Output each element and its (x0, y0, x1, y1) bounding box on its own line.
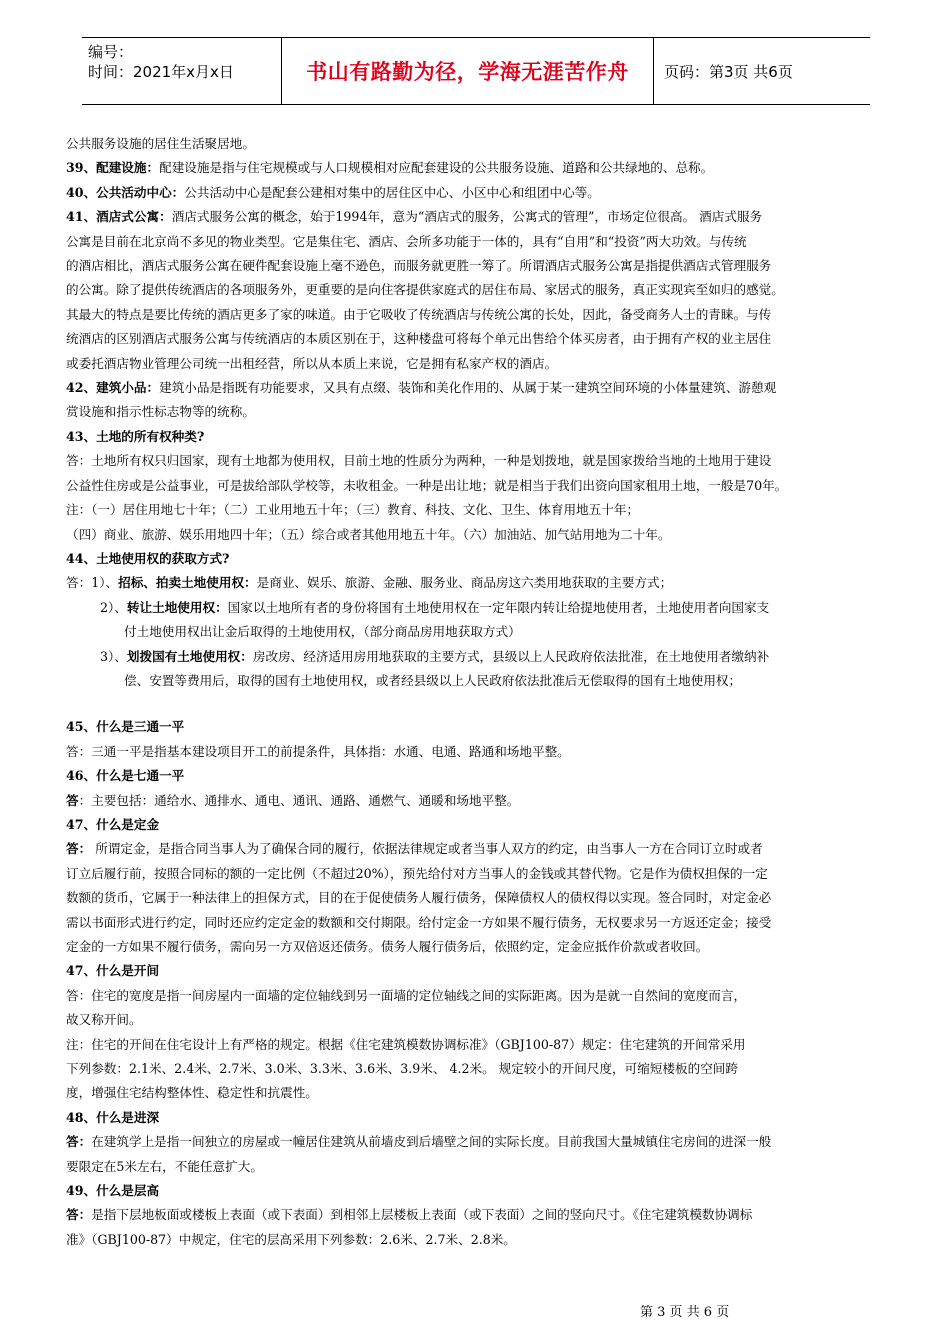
text-line: 公共服务设施的居住生活聚居地。 (66, 136, 255, 151)
section-text: 公共活动中心是配套公建相对集中的居住区中心、小区中心和组团中心等。 (184, 184, 600, 200)
text-line: 订立后履行前，按照合同标的额的一定比例（不超过20%），预先给付对方当事人的金钱或其替代物。它是作为债权担保的一定 (66, 865, 768, 881)
text-line (66, 837, 886, 861)
page-footer: 第 3 页 共 6 页 (640, 1305, 730, 1320)
item-text: 房改房、经济适用房用地获取的主要方式，县级以上人民政府依法批准，在土地使用者缴纳补 (252, 648, 770, 664)
list-item (66, 596, 886, 620)
section-41 (66, 205, 886, 229)
section-heading: 42、建筑小品： (66, 380, 160, 396)
header-motto: 书山有路勤为径，学海无涯苦作舟 (282, 38, 654, 104)
section-47-deposit-heading: 47、什么是定金 (66, 816, 160, 832)
text-line (66, 789, 886, 813)
text-line: 注：住宅的开间在住宅设计上有严格的规定。根据《住宅建筑模数协调标准》（GBJ100-87）规定：住宅建筑的开间常采用 (66, 1036, 746, 1052)
section-49-heading: 49、什么是层高 (66, 1183, 160, 1199)
item-text: 是商业、娱乐、旅游、金融、服务业、商品房这六类用地获取的主要方式； (256, 575, 673, 591)
list-item (66, 571, 886, 595)
text-line: 答：住宅的宽度是指一间房屋内一面墙的定位轴线到另一面墙的定位轴线之间的实际距离。因为是就一自然间的宽度而言， (66, 987, 747, 1003)
section-46-heading: 46、什么是七通一平 (66, 768, 185, 784)
section-40 (66, 181, 886, 205)
list-prefix: 答：1）、 (66, 575, 119, 591)
text-line (66, 1203, 886, 1227)
item-heading: 转让土地使用权： (126, 599, 228, 615)
text-line: （四）商业、旅游、娱乐用地四十年；（五）综合或者其他用地五十年。（六）加油站、加气站用地为二十年。 (66, 526, 671, 542)
text-line: 付土地使用权出让金后取得的土地使用权，（部分商品房用地获取方式） (124, 624, 521, 640)
answer-text: 是指下层地板面或楼板上表面（或下表面）到相邻上层楼板上表面（或下表面）之间的竖向尺寸。《住宅建筑模数协调标 (91, 1207, 753, 1223)
item-heading: 招标、拍卖土地使用权： (118, 575, 257, 591)
text-line: 答：土地所有权只归国家，现有土地都为使用权，目前土地的性质分为两种，一种是划拨地，就是国家拨给当地的土地用于建设 (66, 453, 772, 469)
header-meta (82, 38, 282, 104)
answer-prefix: 答 (66, 792, 79, 808)
answer-prefix: 答： (66, 841, 92, 857)
text-line: 统酒店的区别酒店式服务公寓与传统酒店的本质区别在于，这种楼盘可将每个单元出售给个体买房者，由于拥有产权的业主居住 (66, 331, 772, 347)
section-39 (66, 156, 886, 180)
answer-text: 在建筑学上是指一间独立的房屋或一幢居住建筑从前墙皮到后墙壁之间的实际长度。目前我国大量城镇住宅房间的进深一般 (91, 1134, 772, 1150)
item-text: 国家以土地所有者的身份将国有土地使用权在一定年限内转让给提地使用者，土地使用者向国家支 (227, 599, 770, 615)
number-label: 编号： (88, 43, 134, 61)
text-line: 准》（GBJ100-87）中规定，住宅的层高采用下列参数：2.6米、2.7米、2.8米。 (66, 1231, 516, 1247)
section-heading: 39、配建设施： (66, 160, 160, 176)
text-line: 公益性住房或是公益事业，可是拔给部队学校等，未收租金。一种是出让地；就是相当于我们出资向国家租用土地，一般是70年。 (66, 477, 788, 493)
header-page-info: 页码：第3页 共6页 (664, 62, 793, 81)
text-line: 下列参数：2.1米、2.4米、2.7米、3.0米、3.3米、3.6米、3.9米、 4.2米。 规定较小的开间尺度，可缩短楼板的空间跨 (66, 1061, 738, 1077)
section-44-heading: 44、土地使用权的获取方式? (66, 550, 230, 566)
page-header (82, 37, 870, 105)
section-43-heading: 43、土地的所有权种类? (66, 428, 205, 444)
text-line: 注：（一）居住用地七十年；（二）工业用地五十年；（三）教育、科技、文化、卫生、体育用地五十年； (66, 502, 640, 518)
text-line: 需以书面形式进行约定，同时还应约定定金的数额和交付期限。给付定金一方如果不履行债务，无权要求另一方返还定金；接受 (66, 914, 772, 930)
section-text: 建筑小品是指既有功能要求，又具有点缀、装饰和美化作用的、从属于某一建筑空间环境的小体量建筑、游憩观 (159, 380, 777, 396)
answer-text: ：主要包括：通给水、通排水、通电、通讯、通路、通燃气、通暖和场地平整。 (78, 792, 520, 808)
answer-text: 所谓定金，是指合同当事人为了确保合同的履行，依据法律规定或者当事人双方的约定，由当事人一方在合同订立时或者 (91, 841, 763, 857)
text-line: 答：三通一平是指基本建设项目开工的前提条件，具体指：水通、电通、路通和场地平整。 (66, 743, 570, 759)
list-item (66, 645, 886, 669)
text-line: 赏设施和指示性标志物等的统称。 (66, 404, 255, 420)
text-line: 的酒店相比，酒店式服务公寓在硬件配套设施上毫不逊色，而服务就更胜一筹了。所谓酒店式服务公寓是指提供酒店式管理服务 (66, 258, 772, 274)
text-line: 数额的货币，它属于一种法律上的担保方式，目的在于促使债务人履行债务，保障债权人的债权得以实现。签合同时，对定金必 (66, 890, 772, 906)
item-heading: 划拨国有土地使用权： (126, 648, 253, 664)
section-heading: 40、公共活动中心： (66, 184, 185, 200)
list-prefix: 3）、 (100, 648, 127, 664)
section-42 (66, 376, 886, 400)
section-47-bay-heading: 47、什么是开间 (66, 963, 160, 979)
text-line: 要限定在5米左右，不能任意扩大。 (66, 1158, 263, 1174)
document-body (66, 132, 886, 1252)
answer-prefix: 答： (66, 1134, 92, 1150)
list-prefix: 2）、 (100, 599, 127, 615)
section-48-heading: 48、什么是进深 (66, 1109, 160, 1125)
time-label: 时间：2021年x月x日 (88, 63, 234, 81)
answer-prefix: 答： (66, 1207, 92, 1223)
text-line: 故又称开间。 (66, 1012, 142, 1028)
section-text: 酒店式服务公寓的概念，始于1994年，意为“酒店式的服务，公寓式的管理”，市场定位很高。 酒店式服务 (171, 209, 763, 225)
text-line (66, 1130, 886, 1154)
text-line: 公寓是目前在北京尚不多见的物业类型。它是集住宅、酒店、会所多功能于一体的，具有“自用”和“投资”两大功效。与传统 (66, 233, 747, 249)
spacer (66, 693, 886, 715)
section-45-heading: 45、什么是三通一平 (66, 719, 185, 735)
section-heading: 41、酒店式公寓： (66, 209, 172, 225)
text-line: 偿、安置等费用后，取得的国有土地使用权，或者经县级以上人民政府依法批准后无偿取得的国有土地使用权； (124, 672, 742, 688)
text-line: 度，增强住宅结构整体性、稳定性和抗震性。 (66, 1085, 318, 1101)
text-line: 其最大的特点是要比传统的酒店更多了家的味道。由于它吸收了传统酒店与传统公寓的长处，因此，备受商务人士的青睐。与传 (66, 306, 772, 322)
text-line: 定金的一方如果不履行债务，需向另一方双倍返还债务。债务人履行债务后，依照约定，定金应抵作价款或者收回。 (66, 939, 709, 954)
text-line: 的公寓。除了提供传统酒店的各项服务外，更重要的是向住客提供家庭式的居住布局、家居式的服务，真正实现宾至如归的感觉。 (66, 282, 784, 298)
text-line: 或委托酒店物业管理公司统一出租经营，所以从本质上来说，它是拥有私家产权的酒店。 (66, 355, 558, 371)
section-text: 配建设施是指与住宅规模或与人口规模相对应配套建设的公共服务设施、道路和公共绿地的、总称。 (159, 160, 714, 176)
